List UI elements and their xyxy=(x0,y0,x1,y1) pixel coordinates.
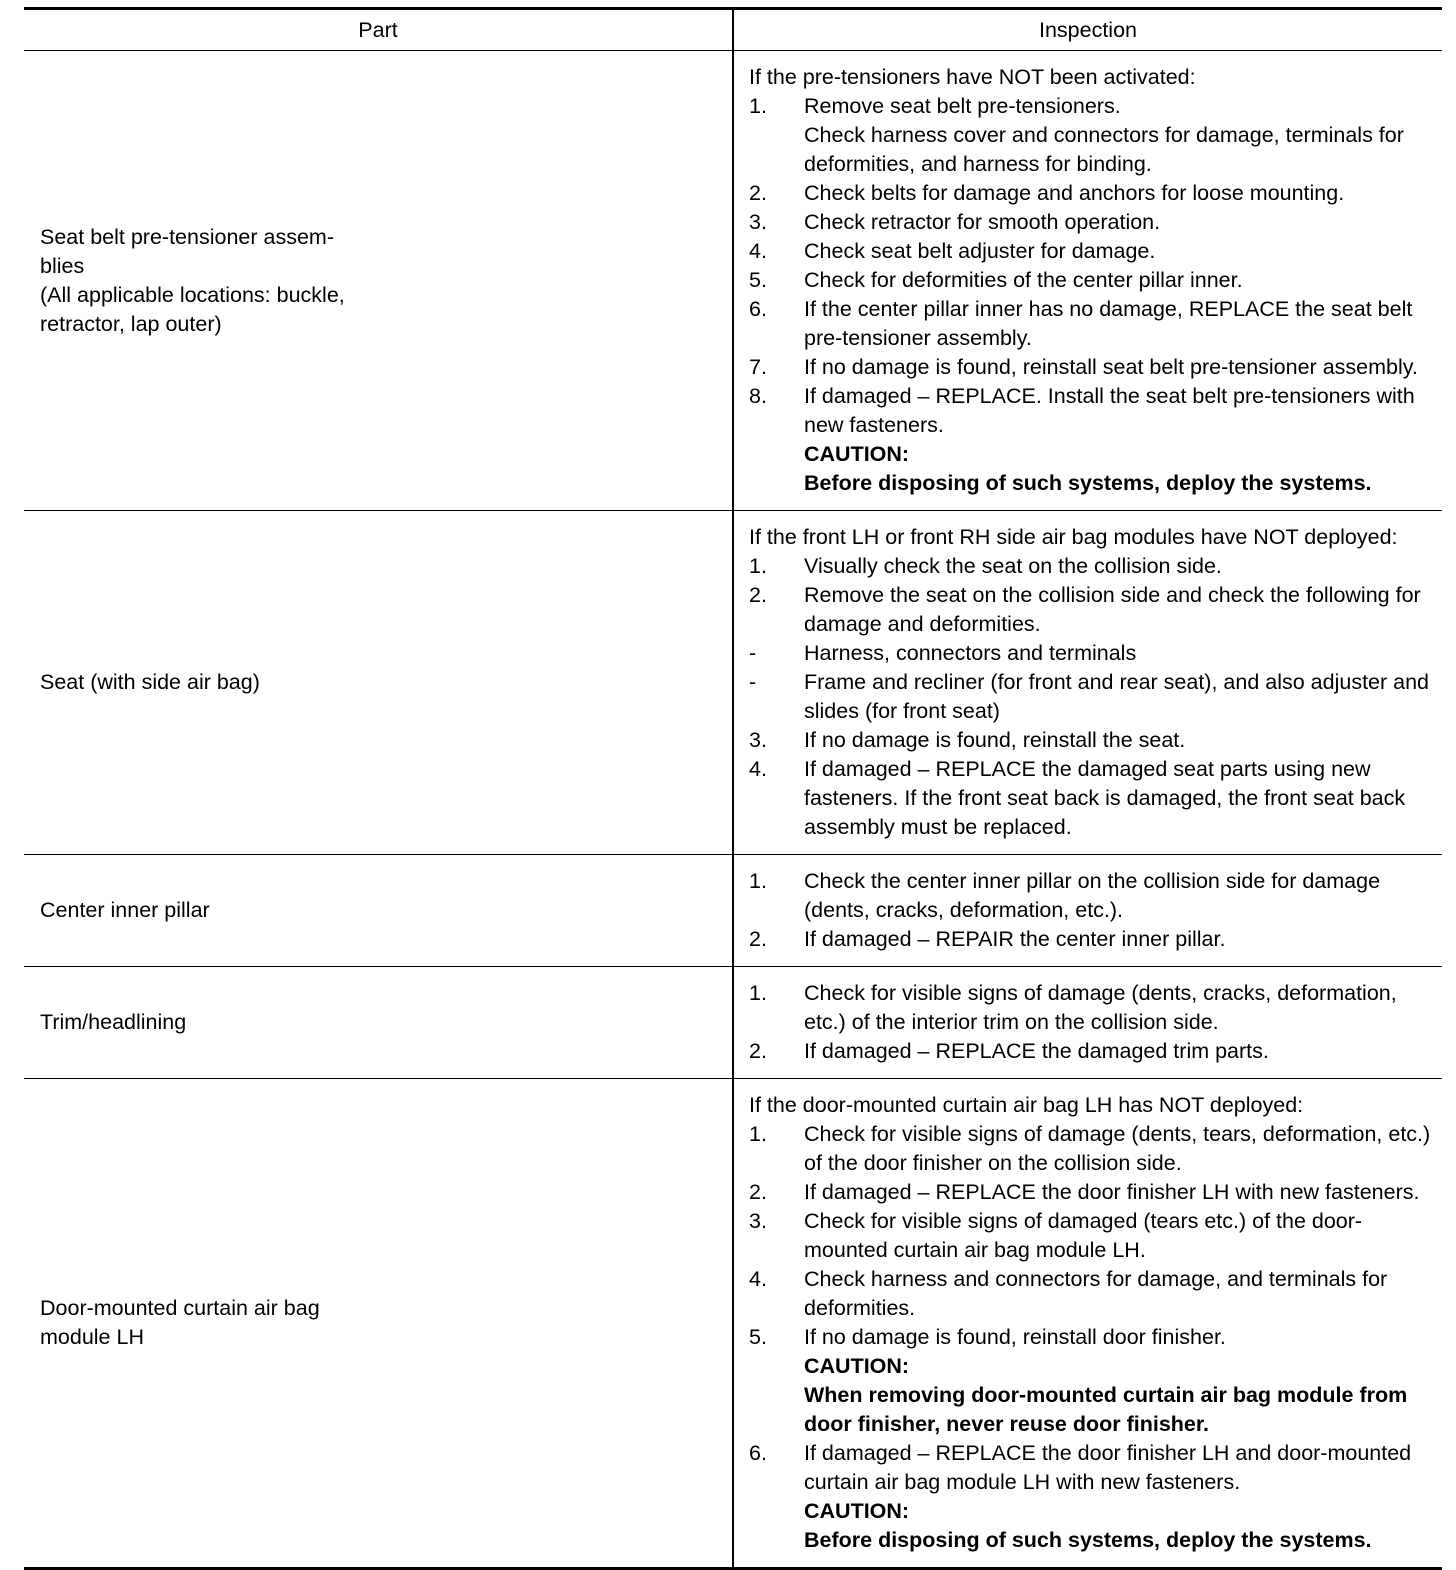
part-text: Center inner pillar xyxy=(40,898,210,922)
list-item xyxy=(749,1323,1434,1352)
item-number: 5. xyxy=(749,1325,767,1349)
item-text: If damaged – REPLACE. Install the seat belt pre-tensioners with new fasteners. xyxy=(804,384,1415,437)
list-item xyxy=(749,266,1434,295)
caution-text: Before disposing of such systems, deploy the systems. xyxy=(804,471,1372,495)
item-text: Remove the seat on the collision side and check the following for damage and deformities. xyxy=(804,583,1421,636)
table-row xyxy=(24,511,1442,855)
part-text: (All applicable locations: buckle, xyxy=(40,282,345,307)
item-number: 6. xyxy=(749,1441,767,1465)
list-item xyxy=(749,552,1434,581)
list-item xyxy=(749,867,1434,925)
item-text: Check for deformities of the center pillar inner. xyxy=(804,268,1243,292)
item-text: Check the center inner pillar on the collision side for damage (dents, cracks, deformation, etc.). xyxy=(804,869,1381,922)
item-number: 1. xyxy=(749,869,767,893)
item-text: If no damage is found, reinstall seat belt pre-tensioner assembly. xyxy=(804,355,1418,379)
item-number: 2. xyxy=(749,1039,767,1063)
list-item xyxy=(749,979,1434,1037)
item-number: 4. xyxy=(749,1267,767,1291)
item-text: Visually check the seat on the collision side. xyxy=(804,554,1222,578)
inspection-intro: If the door-mounted curtain air bag LH has NOT deployed: xyxy=(749,1093,1304,1117)
part-text: Seat (with side air bag) xyxy=(40,670,260,694)
list-item xyxy=(749,353,1434,382)
item-text: Harness, connectors and terminals xyxy=(804,641,1137,665)
caution-label: CAUTION: xyxy=(804,442,910,466)
item-number: 2. xyxy=(749,583,767,607)
part-text: retractor, lap outer) xyxy=(40,311,222,336)
item-number: 2. xyxy=(749,927,767,951)
item-text: If no damage is found, reinstall the seat. xyxy=(804,728,1186,752)
item-number: 3. xyxy=(749,1209,767,1233)
list-item xyxy=(749,208,1434,237)
item-number: 4. xyxy=(749,239,767,263)
item-number: 5. xyxy=(749,268,767,292)
list-item xyxy=(749,121,1434,179)
item-text: Remove seat belt pre-tensioners. xyxy=(804,94,1121,118)
item-text: If no damage is found, reinstall door finisher. xyxy=(804,1325,1226,1349)
part-cell xyxy=(24,967,733,1079)
list-item xyxy=(749,295,1434,353)
item-number: 1. xyxy=(749,94,767,118)
item-text: If damaged – REPLACE the door finisher LH with new fasteners. xyxy=(804,1180,1420,1204)
header-part: Part xyxy=(24,9,733,51)
list-item xyxy=(749,1037,1434,1066)
table-row xyxy=(24,1079,1442,1569)
list-item xyxy=(749,1120,1434,1178)
table-row xyxy=(24,855,1442,967)
item-number: 2. xyxy=(749,1180,767,1204)
item-number: - xyxy=(749,641,757,665)
part-cell xyxy=(24,51,733,511)
item-text: Check for visible signs of damaged (tears etc.) of the door-mounted curtain air bag module LH. xyxy=(804,1209,1363,1262)
list-item xyxy=(749,925,1434,954)
inspection-cell xyxy=(733,855,1442,967)
caution-label: CAUTION: xyxy=(804,1499,910,1523)
part-text: Seat belt pre-tensioner assem- xyxy=(40,224,334,249)
caution-text: Before disposing of such systems, deploy the systems. xyxy=(804,1528,1372,1552)
list-item xyxy=(749,726,1434,755)
item-number: 1. xyxy=(749,554,767,578)
header-inspection: Inspection xyxy=(733,9,1442,51)
item-text: Check for visible signs of damage (dents, cracks, deformation, etc.) of the interior trim on the collision side. xyxy=(804,981,1397,1034)
inspection-intro: If the front LH or front RH side air bag modules have NOT deployed: xyxy=(749,525,1398,549)
list-item xyxy=(749,1439,1434,1497)
list-item xyxy=(749,668,1434,726)
table-row xyxy=(24,51,1442,511)
list-item xyxy=(749,92,1434,121)
inspection-cell xyxy=(733,1079,1442,1569)
item-text: If damaged – REPLACE the damaged seat parts using new fasteners. If the front seat back is damaged, the front seat back assembly must be replaced. xyxy=(804,757,1406,839)
inspection-cell xyxy=(733,51,1442,511)
item-text: If the center pillar inner has no damage, REPLACE the seat belt pre-tensioner assembly. xyxy=(804,297,1413,350)
item-number: - xyxy=(749,670,757,694)
caution-label: CAUTION: xyxy=(804,1354,910,1378)
item-text: Check for visible signs of damage (dents, tears, deformation, etc.) of the door finisher on the collision side. xyxy=(804,1122,1431,1175)
item-text: If damaged – REPLACE the damaged trim parts. xyxy=(804,1039,1269,1063)
list-item xyxy=(749,179,1434,208)
item-text: Check harness and connectors for damage, and terminals for deformities. xyxy=(804,1267,1388,1320)
item-text: Check belts for damage and anchors for loose mounting. xyxy=(804,181,1345,205)
item-text: If damaged – REPAIR the center inner pillar. xyxy=(804,927,1226,951)
item-number: 3. xyxy=(749,728,767,752)
list-item xyxy=(749,581,1434,639)
item-number: 6. xyxy=(749,297,767,321)
item-text: Frame and recliner (for front and rear seat), and also adjuster and slides (for front seat) xyxy=(804,670,1430,723)
inspection-intro: If the pre-tensioners have NOT been activated: xyxy=(749,65,1196,89)
inspection-cell xyxy=(733,511,1442,855)
inspection-table xyxy=(24,7,1442,1570)
list-item xyxy=(749,755,1434,842)
part-text: Door-mounted curtain air bag xyxy=(40,1296,320,1320)
item-number: 2. xyxy=(749,181,767,205)
item-text: If damaged – REPLACE the door finisher LH and door-mounted curtain air bag module LH with new fasteners. xyxy=(804,1441,1412,1494)
list-item xyxy=(749,237,1434,266)
list-item xyxy=(749,1265,1434,1323)
item-number: 8. xyxy=(749,384,767,408)
item-number: 3. xyxy=(749,210,767,234)
item-number: 4. xyxy=(749,757,767,781)
item-number: 7. xyxy=(749,355,767,379)
part-text: module LH xyxy=(40,1325,144,1349)
caution-text: When removing door-mounted curtain air bag module from door finisher, never reuse door finisher. xyxy=(804,1383,1408,1436)
part-cell xyxy=(24,511,733,855)
item-text: Check harness cover and connectors for damage, terminals for deformities, and harness for binding. xyxy=(804,123,1404,176)
part-text: blies xyxy=(40,253,85,278)
item-text: Check retractor for smooth operation. xyxy=(804,210,1161,234)
item-number: 1. xyxy=(749,981,767,1005)
part-cell xyxy=(24,855,733,967)
inspection-cell xyxy=(733,967,1442,1079)
part-text: Trim/headlining xyxy=(40,1010,187,1034)
table-row xyxy=(24,967,1442,1079)
item-text: Check seat belt adjuster for damage. xyxy=(804,239,1156,263)
part-cell xyxy=(24,1079,733,1569)
header-row xyxy=(24,9,1442,51)
item-number: 1. xyxy=(749,1122,767,1146)
list-item xyxy=(749,639,1434,668)
list-item xyxy=(749,1207,1434,1265)
list-item xyxy=(749,1178,1434,1207)
list-item xyxy=(749,382,1434,440)
